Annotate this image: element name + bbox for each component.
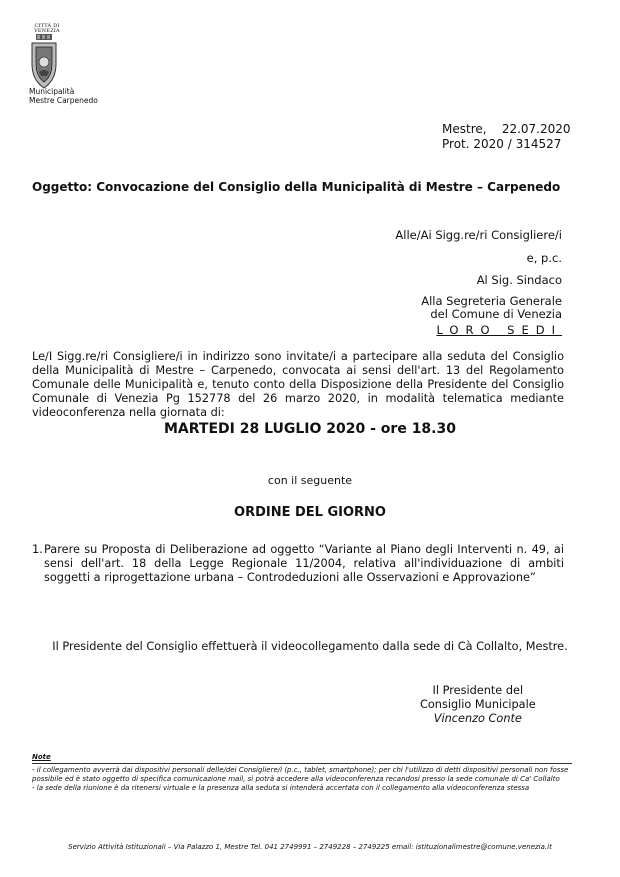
signature-line2: Consiglio Municipale xyxy=(420,698,536,711)
loro-sedi: LORO SEDI xyxy=(436,323,562,337)
notes-section xyxy=(32,753,572,793)
logo-city-text: CITTÀ DI VENEZIA xyxy=(34,23,60,34)
recipient-line4: Alla Segreteria Generale xyxy=(421,294,562,308)
con-il-seguente: con il seguente xyxy=(267,474,353,487)
municipality-label xyxy=(29,87,98,105)
recipient-line5: del Comune di Venezia xyxy=(430,307,562,321)
agenda-item-text: Parere su Proposta di Deliberazione ad oggetto “Variante al Piano degli Interventi n. 49, ai sensi dell'art. 18 della Legge Regionale 11/2004, relativa all'individuazione di ambiti soggetti a riprogettazione urbana – Controdeduzioni alle Osservazioni e Approvazione” xyxy=(44,543,564,584)
agenda-item xyxy=(32,543,564,585)
muni-line2: Mestre Carpenedo xyxy=(29,96,98,105)
notes-divider xyxy=(32,763,572,764)
note-2: - la sede della riunione è da ritenersi virtuale e la presenza alla seduta si intenderà accertata con il collegamento alla videoconferenza stessa xyxy=(32,784,530,792)
signature-block xyxy=(420,684,536,726)
recipient-line2: e, p.c. xyxy=(526,251,562,265)
note-1: - il collegamento avverrà dai dispositivi personali delle/dei Consigliere/i (p.c., tablet, smartphone); per chi l'utilizzo di detti dispositivi personali non fosse possibile ed è stato oggetto di specifica comunicazione mail, si potrà accedere alla videoconferenza recandosi presso la sede comunale di Ca' Collalto xyxy=(32,766,569,783)
coat-of-arms-icon xyxy=(29,34,59,90)
agenda-item-number: 1. xyxy=(32,543,43,556)
muni-line1: Municipalità xyxy=(29,87,75,96)
subject-line: Oggetto: Convocazione del Consiglio della Municipalità di Mestre – Carpenedo xyxy=(32,180,561,194)
signature-line1: Il Presidente del xyxy=(432,684,524,697)
recipient-line3: Al Sig. Sindaco xyxy=(476,273,562,287)
prot-line: Prot. 2020 / 314527 xyxy=(442,137,562,151)
president-videolink-line: Il Presidente del Consiglio effettuerà il videocollegamento dalla sede di Cà Collalto, Mestre. xyxy=(52,640,568,653)
notes-title: Note xyxy=(32,753,51,761)
ordine-del-giorno-title: ORDINE DEL GIORNO xyxy=(234,505,386,520)
meeting-date: MARTEDI 28 LUGLIO 2020 - ore 18.30 xyxy=(164,421,456,437)
recipient-line1: Alle/Ai Sigg.re/ri Consigliere/i xyxy=(395,228,562,242)
footer-contact: Servizio Attività Istituzionali – Via Palazzo 1, Mestre Tel. 041 2749991 – 2749228 – 2749225 email: istituzionalimestre@comune.venezia.it xyxy=(68,843,552,851)
signature-name: Vincenzo Conte xyxy=(433,712,522,725)
convocation-paragraph: Le/I Sigg.re/ri Consigliere/i in indirizzo sono invitate/i a partecipare alla seduta del Consiglio della Municipalità di Mestre – Carpenedo, convocata ai sensi dell'art. 13 del Regolamento Comunale delle Municipalità e, tenuto conto della Disposizione della Presidente del Consiglio Comunale di Venezia Pg 152778 del 26 marzo 2020, in modalità telematica mediante videoconferenza nella giornata di: xyxy=(32,350,564,419)
date-block xyxy=(442,122,571,152)
date-line: Mestre, 22.07.2020 xyxy=(442,122,571,136)
